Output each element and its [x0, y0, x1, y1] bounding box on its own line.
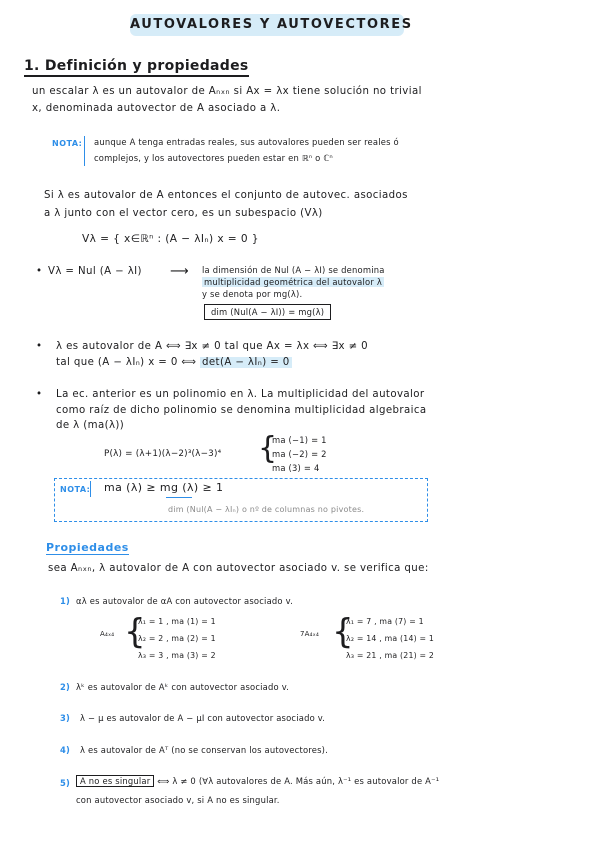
subspace-line-2: a λ junto con el vector cero, es un subespacio (Vλ): [44, 208, 323, 219]
nota-line-1: aunque A tenga entradas reales, sus autovalores pueden ser reales ó: [94, 137, 399, 147]
page-title-banner: [130, 14, 413, 36]
example-right-label: 7A₄ₓ₄: [300, 630, 319, 638]
example-right-item: λ₃ = 21 , ma (21) = 2: [346, 651, 435, 660]
eigen-equivalence-line-2: [56, 357, 292, 368]
property-5-text: ⟺ λ ≠ 0 (∀λ autovalores de A. Más aún, λ⁻¹ es autovalor de A⁻¹: [157, 776, 440, 786]
property-number: 1): [60, 596, 71, 606]
property-1-text: αλ es autovalor de αA con autovector asociado v.: [76, 596, 293, 606]
ma-item: ma (−2) = 2: [272, 449, 327, 459]
non-singular-box: A no es singular: [76, 775, 154, 787]
bullet-icon: •: [36, 341, 43, 352]
section-heading: [24, 58, 249, 74]
example-left-item: λ₂ = 2 , ma (2) = 1: [138, 634, 216, 643]
nota-line-2: complejos, y los autovectores pueden estar en ℝⁿ o ℂⁿ: [94, 153, 333, 163]
arrow-right-icon: ⟶: [170, 264, 190, 279]
property-number: 5): [60, 778, 71, 788]
vlambda-nul: Vλ = Nul (A − λI): [48, 266, 142, 277]
propiedades-heading: [46, 541, 129, 554]
mg-underline: [166, 497, 192, 498]
ma-line-2: como raíz de dicho polinomio se denomina multiplicidad algebraica: [56, 405, 427, 416]
eigen-equivalence-line-1: λ es autovalor de A ⟺ ∃x ≠ 0 tal que Ax = λx ⟺ ∃x ≠ 0: [56, 341, 369, 352]
property-3-text: λ − μ es autovalor de A − μI con autovector asociado v.: [80, 713, 326, 723]
property-2-text: λᵏ es autovalor de Aᵏ con autovector asociado v.: [76, 682, 290, 692]
example-left-label: A₄ₓ₄: [100, 630, 115, 638]
ma-item: ma (3) = 4: [272, 463, 320, 473]
bullet-icon: •: [36, 266, 43, 277]
mg-explanation: dim (Nul(A − λIₙ) o nº de columnas no pivotes.: [168, 505, 365, 514]
mg-note-line-1: la dimensión de Nul (A − λI) se denomina: [202, 265, 385, 275]
ma-line-3: de λ (ma(λ)): [56, 420, 125, 431]
eigen-equivalence-text: tal que (A − λIₙ) x = 0 ⟺: [56, 357, 201, 368]
brace-icon: {: [124, 612, 146, 652]
brace-icon: {: [258, 431, 278, 466]
characteristic-equation: det(A − λIₙ) = 0: [202, 357, 290, 368]
vlambda-definition: Vλ = { x∈ℝⁿ : (A − λIₙ) x = 0 }: [82, 233, 259, 245]
nota-bar: [90, 481, 91, 497]
example-right-item: λ₂ = 14 , ma (14) = 1: [346, 634, 435, 643]
ma-mg-inequality: ma (λ) ≥ mg (λ) ≥ 1: [104, 481, 224, 494]
mg-note-line-3: y se denota por mg(λ).: [202, 289, 303, 299]
mg-note-line-2-wrap: [202, 277, 384, 287]
propiedades-heading-text: Propiedades: [46, 541, 129, 554]
example-left-item: λ₃ = 3 , ma (3) = 2: [138, 651, 216, 660]
brace-icon: {: [332, 612, 354, 652]
definition-line-2: x, denominada autovector de A asociado a λ.: [32, 103, 281, 114]
polynomial: P(λ) = (λ+1)(λ−2)³(λ−3)⁴: [104, 449, 222, 459]
page-title: AUTOVALORES Y AUTOVECTORES: [130, 17, 413, 32]
nota-bar: [84, 136, 85, 166]
nota-label: NOTA:: [52, 139, 83, 148]
nota-label: NOTA:: [60, 485, 91, 494]
section-heading-text: 1. Definición y propiedades: [24, 58, 249, 77]
property-4-text: λ es autovalor de Aᵀ (no se conservan los autovectores).: [80, 745, 328, 755]
ma-line-1: La ec. anterior es un polinomio en λ. La multiplicidad del autovalor: [56, 389, 425, 400]
definition-line-1: un escalar λ es un autovalor de Aₙₓₙ si Ax = λx tiene solución no trivial: [32, 86, 422, 97]
property-number: 4): [60, 745, 71, 755]
propiedades-intro: sea Aₙₓₙ, λ autovalor de A con autovector asociado v. se verifica que:: [48, 563, 429, 574]
ma-item: ma (−1) = 1: [272, 435, 327, 445]
mg-note-line-2: multiplicidad geométrica del autovalor λ: [204, 277, 382, 287]
example-right-item: λ₁ = 7 , ma (7) = 1: [346, 617, 424, 626]
example-left-item: λ₁ = 1 , ma (1) = 1: [138, 617, 216, 626]
bullet-icon: •: [36, 389, 43, 400]
property-number: 2): [60, 682, 71, 692]
property-number: 3): [60, 713, 71, 723]
property-5-line-2: con autovector asociado v, si A no es singular.: [76, 795, 280, 805]
property-5-line-1: [76, 776, 439, 786]
mg-formula-box: dim (Nul(A − λI)) = mg(λ): [204, 304, 331, 320]
subspace-line-1: Si λ es autovalor de A entonces el conjunto de autovec. asociados: [44, 190, 408, 201]
